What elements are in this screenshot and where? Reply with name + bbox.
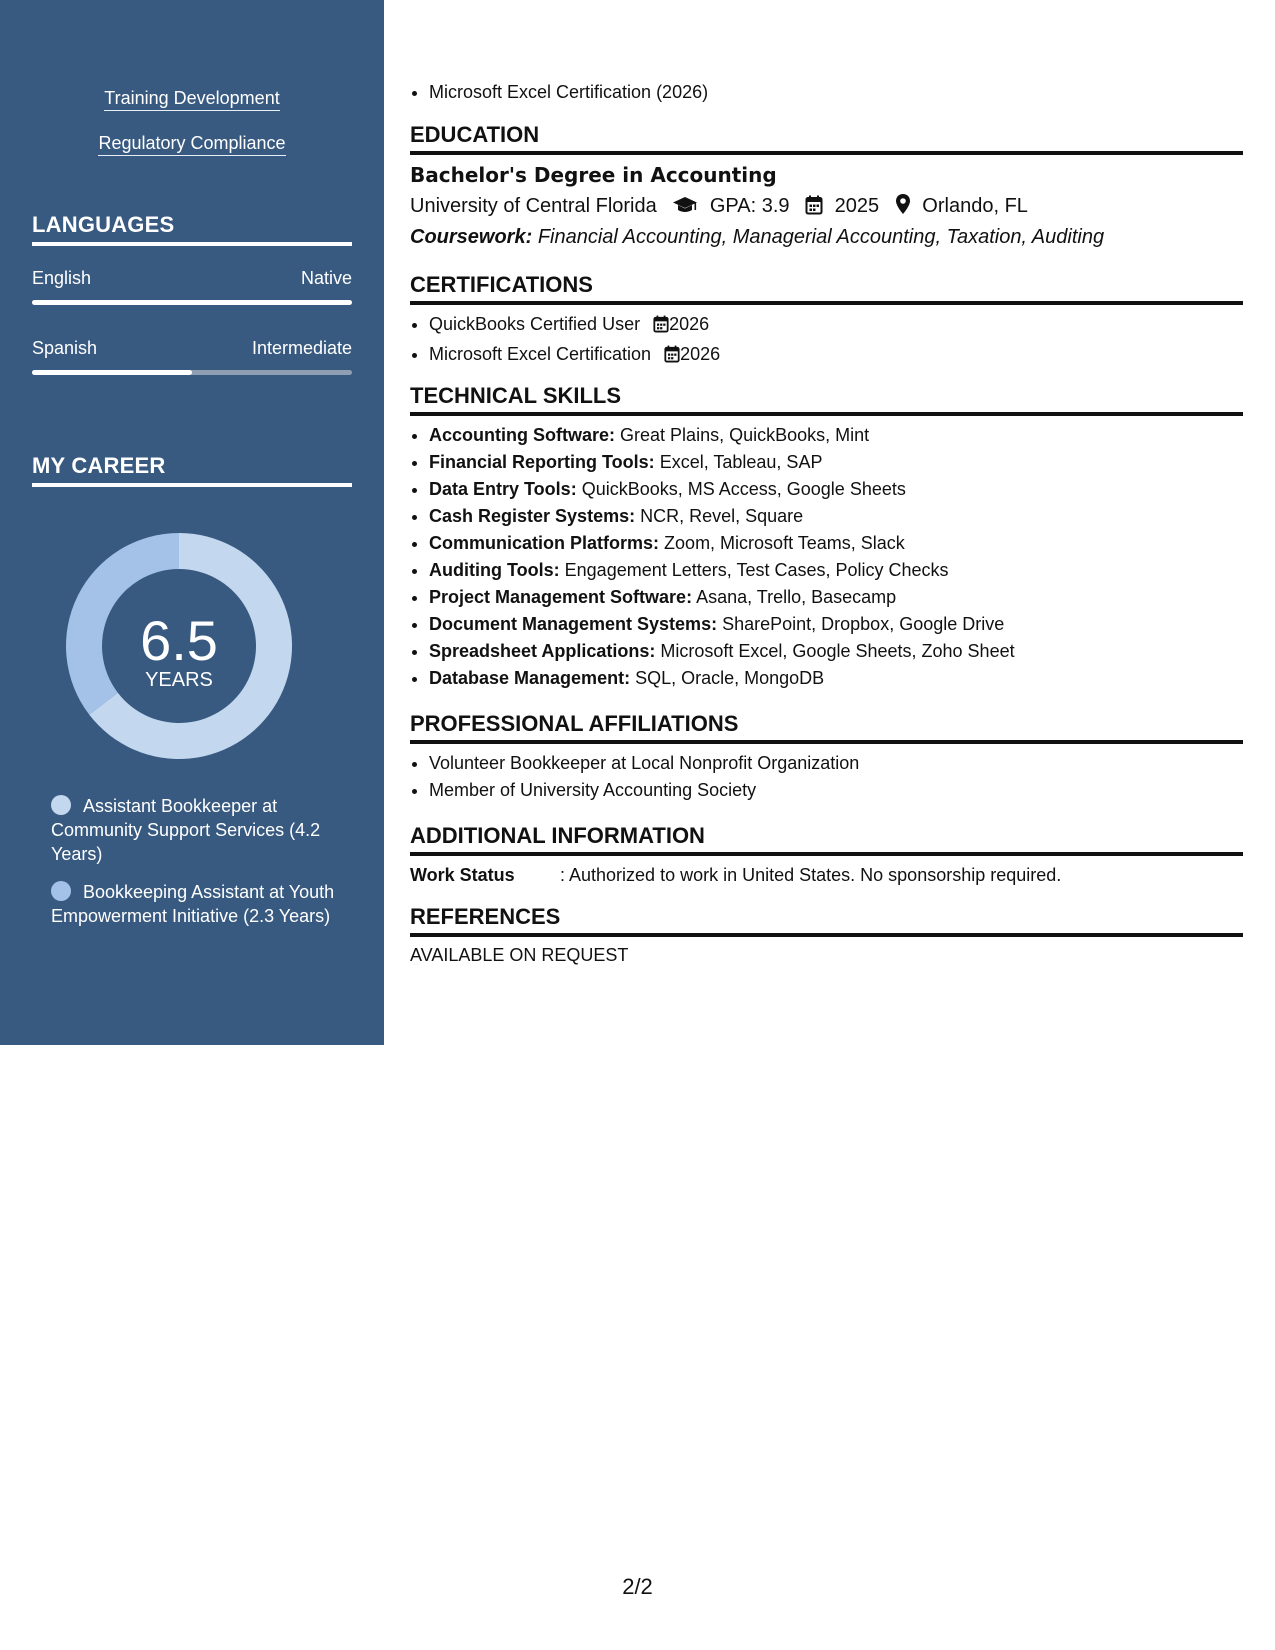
section-title: TECHNICAL SKILLS — [410, 383, 1243, 416]
gpa: GPA: 3.9 — [709, 195, 790, 217]
section-title: REFERENCES — [410, 904, 1243, 937]
additional-info-section — [410, 823, 1243, 888]
language-level: Native — [300, 268, 352, 288]
language-name: Spanish — [32, 338, 98, 358]
certifications-section — [410, 272, 1243, 371]
school-name: University of Central Florida — [410, 195, 657, 217]
list-item: • Accounting Software: Great Plains, QuickBooks, Mint — [429, 422, 1243, 449]
language-row — [32, 338, 352, 359]
calendar-icon — [653, 314, 669, 341]
list-item: • Microsoft Excel Certification (2026) — [429, 79, 1243, 106]
map-pin-icon — [895, 193, 911, 222]
list-item: • Document Management Systems: SharePoint, Dropbox, Google Drive — [429, 611, 1243, 638]
coursework-label: Coursework: — [410, 226, 533, 248]
language-bar — [32, 370, 352, 375]
section-title: ADDITIONAL INFORMATION — [410, 823, 1243, 856]
language-bar — [32, 300, 352, 305]
career-legend-item: Bookkeeping Assistant at Youth Empowerment Initiative (2.3 Years) — [51, 882, 335, 926]
section-title: PROFESSIONAL AFFILIATIONS — [410, 711, 1243, 744]
career-total: 6.5 — [140, 609, 218, 672]
language-bar-fill — [32, 300, 352, 305]
list-item: • Communication Platforms: Zoom, Microsoft Teams, Slack — [429, 530, 1243, 557]
work-status-label: Work Status — [410, 865, 515, 885]
work-status-row — [410, 862, 1243, 888]
graduation-year: 2025 — [834, 195, 880, 217]
career-heading: MY CAREER — [32, 453, 352, 487]
sidebar — [0, 0, 384, 1045]
skill-item: Regulatory Compliance — [0, 133, 384, 154]
section-title: EDUCATION — [410, 122, 1243, 155]
career-unit: YEARS — [145, 669, 213, 691]
page-number: 2/2 — [622, 1574, 653, 1599]
language-level: Intermediate — [251, 338, 352, 358]
list-item: • Auditing Tools: Engagement Letters, Test Cases, Policy Checks — [429, 557, 1243, 584]
list-item: • Financial Reporting Tools: Excel, Tableau, SAP — [429, 449, 1243, 476]
legend-dot — [51, 795, 71, 815]
list-item: • Microsoft Excel Certification 2026 — [429, 341, 1243, 371]
section-title: CERTIFICATIONS — [410, 272, 1243, 305]
list-item: • Spreadsheet Applications: Microsoft Excel, Google Sheets, Zoho Sheet — [429, 638, 1243, 665]
coursework — [410, 226, 1243, 249]
calendar-icon — [664, 344, 680, 371]
coursework-list: Financial Accounting, Managerial Accounting, Taxation, Auditing — [537, 226, 1105, 248]
skill-item: Training Development — [0, 88, 384, 109]
references-section — [410, 904, 1243, 966]
languages-heading: LANGUAGES — [32, 212, 352, 246]
education-section — [410, 122, 1243, 249]
technical-skills-section — [410, 383, 1243, 692]
language-row — [32, 268, 352, 289]
list-item: • Member of University Accounting Society — [429, 777, 1243, 804]
list-item: • Database Management: SQL, Oracle, MongoDB — [429, 665, 1243, 692]
list-item: • Project Management Software: Asana, Trello, Basecamp — [429, 584, 1243, 611]
graduation-cap-icon — [672, 195, 698, 222]
list-item: • Volunteer Bookkeeper at Local Nonprofit Organization — [429, 750, 1243, 777]
work-status-value: : Authorized to work in United States. No sponsorship required. — [560, 865, 1062, 885]
legend-dot — [51, 881, 71, 901]
list-item: • Data Entry Tools: QuickBooks, MS Access, Google Sheets — [429, 476, 1243, 503]
prev-list — [410, 79, 1243, 106]
education-meta — [410, 193, 1243, 222]
affiliations-section — [410, 711, 1243, 804]
list-item: • QuickBooks Certified User 2026 — [429, 311, 1243, 341]
career-legend-item: Assistant Bookkeeper at Community Support Services (4.2 Years) — [51, 796, 321, 864]
career-donut — [64, 531, 294, 761]
references-text: AVAILABLE ON REQUEST — [410, 945, 629, 965]
list-item: • Cash Register Systems: NCR, Revel, Square — [429, 503, 1243, 530]
calendar-icon — [805, 195, 823, 222]
location: Orlando, FL — [922, 195, 1028, 217]
language-bar-fill — [32, 370, 192, 375]
degree-title: Bachelor's Degree in Accounting — [410, 163, 777, 187]
language-name: English — [32, 268, 92, 288]
